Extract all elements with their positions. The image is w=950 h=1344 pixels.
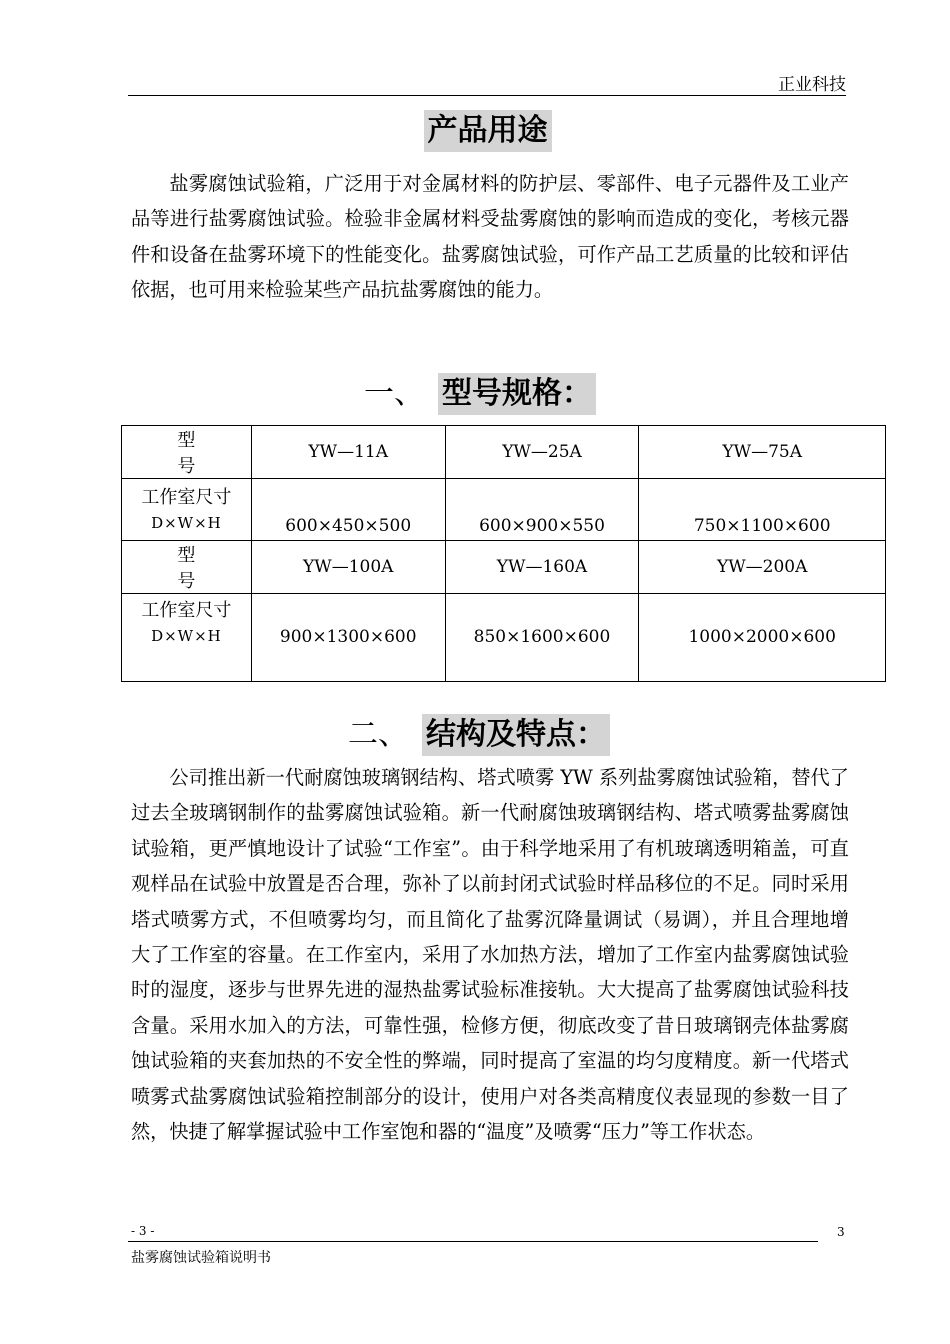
header-divider xyxy=(128,95,846,96)
table-row-models-1 xyxy=(122,426,886,479)
size-label-cell xyxy=(122,479,252,541)
footer-document-title: 盐雾腐蚀试验箱说明书 xyxy=(131,1250,271,1266)
model-cell: YW—100A xyxy=(251,541,445,594)
model-label-cell: 型号 xyxy=(122,426,252,479)
size-cell: 850×1600×600 xyxy=(445,594,639,682)
size-cell: 1000×2000×600 xyxy=(639,594,886,682)
usage-text: 盐雾腐蚀试验箱，广泛用于对金属材料的防护层、零部件、电子元器件及工业产品等进行盐雾腐蚀试验。检验非金属材料受盐雾腐蚀的影响而造成的变化，考核元器件和设备在盐雾环境下的性能变化。盐雾腐蚀试验，可作产品工艺质量的比较和评估依据，也可用来检验某些产品抗盐雾腐蚀的能力。 xyxy=(131,172,849,302)
size-unit: D×W×H xyxy=(151,513,222,532)
usage-paragraph xyxy=(131,166,849,308)
footer-divider xyxy=(128,1241,818,1242)
size-label: 工作室尺寸 xyxy=(141,486,232,508)
model-cell: YW—160A xyxy=(445,541,639,594)
size-cell: 900×1300×600 xyxy=(251,594,445,682)
features-title: 结构及特点： xyxy=(422,714,610,756)
header-company-name: 正业科技 xyxy=(778,75,846,95)
features-text: 公司推出新一代耐腐蚀玻璃钢结构、塔式喷雾 YW 系列盐雾腐蚀试验箱，替代了过去全玻璃钢制作的盐雾腐蚀试验箱。新一代耐腐蚀玻璃钢结构、塔式喷雾盐雾腐蚀试验箱，更严慎地设计了试验“工作室”。由于科学地采用了有机玻璃透明箱盖，可直观样品在试验中放置是否合理，弥补了以前封闭式试验时样品移位的不足。同时采用塔式喷雾方式，不但喷雾均匀，而且简化了盐雾沉降量调试（易调），并且合理地增大了工作室的容量。在工作室内，采用了水加热方法，增加了工作室内盐雾腐蚀试验时的湿度，逐步与世界先进的湿热盐雾试验标准接轨。大大提高了盐雾腐蚀试验科技含量。采用水加入的方法，可靠性强，检修方便，彻底改变了昔日玻璃钢壳体盐雾腐蚀试验箱的夹套加热的不安全性的弊端，同时提高了室温的均匀度精度。新一代塔式喷雾式盐雾腐蚀试验箱控制部分的设计，使用户对各类高精度仪表显现的参数一目了然，快捷了解掌握试验中工作室饱和器的“温度”及喷雾“压力”等工作状态。 xyxy=(131,766,849,1144)
usage-heading xyxy=(0,110,950,152)
size-cell: 600×450×500 xyxy=(251,479,445,541)
specs-heading xyxy=(364,373,596,415)
footer-page-number: 3 xyxy=(837,1225,845,1239)
features-heading xyxy=(348,714,610,756)
model-label-cell: 型号 xyxy=(122,541,252,594)
table-row-models-2 xyxy=(122,541,886,594)
footer-page-marker: - 3 - xyxy=(131,1224,155,1238)
size-cell: 750×1100×600 xyxy=(639,479,886,541)
model-cell: YW—200A xyxy=(639,541,886,594)
size-cell: 600×900×550 xyxy=(445,479,639,541)
table-row-sizes-2 xyxy=(122,594,886,682)
spec-table xyxy=(121,425,886,682)
features-paragraph xyxy=(131,760,849,1149)
usage-title: 产品用途 xyxy=(424,110,552,152)
size-label-cell xyxy=(122,594,252,682)
model-cell: YW—11A xyxy=(251,426,445,479)
size-unit: D×W×H xyxy=(151,627,222,645)
model-cell: YW—25A xyxy=(445,426,639,479)
size-label: 工作室尺寸 xyxy=(141,600,232,621)
model-cell: YW—75A xyxy=(639,426,886,479)
specs-number: 一、 xyxy=(364,376,424,411)
specs-title: 型号规格： xyxy=(438,373,596,415)
table-row-sizes-1 xyxy=(122,479,886,541)
features-number: 二、 xyxy=(348,717,408,752)
